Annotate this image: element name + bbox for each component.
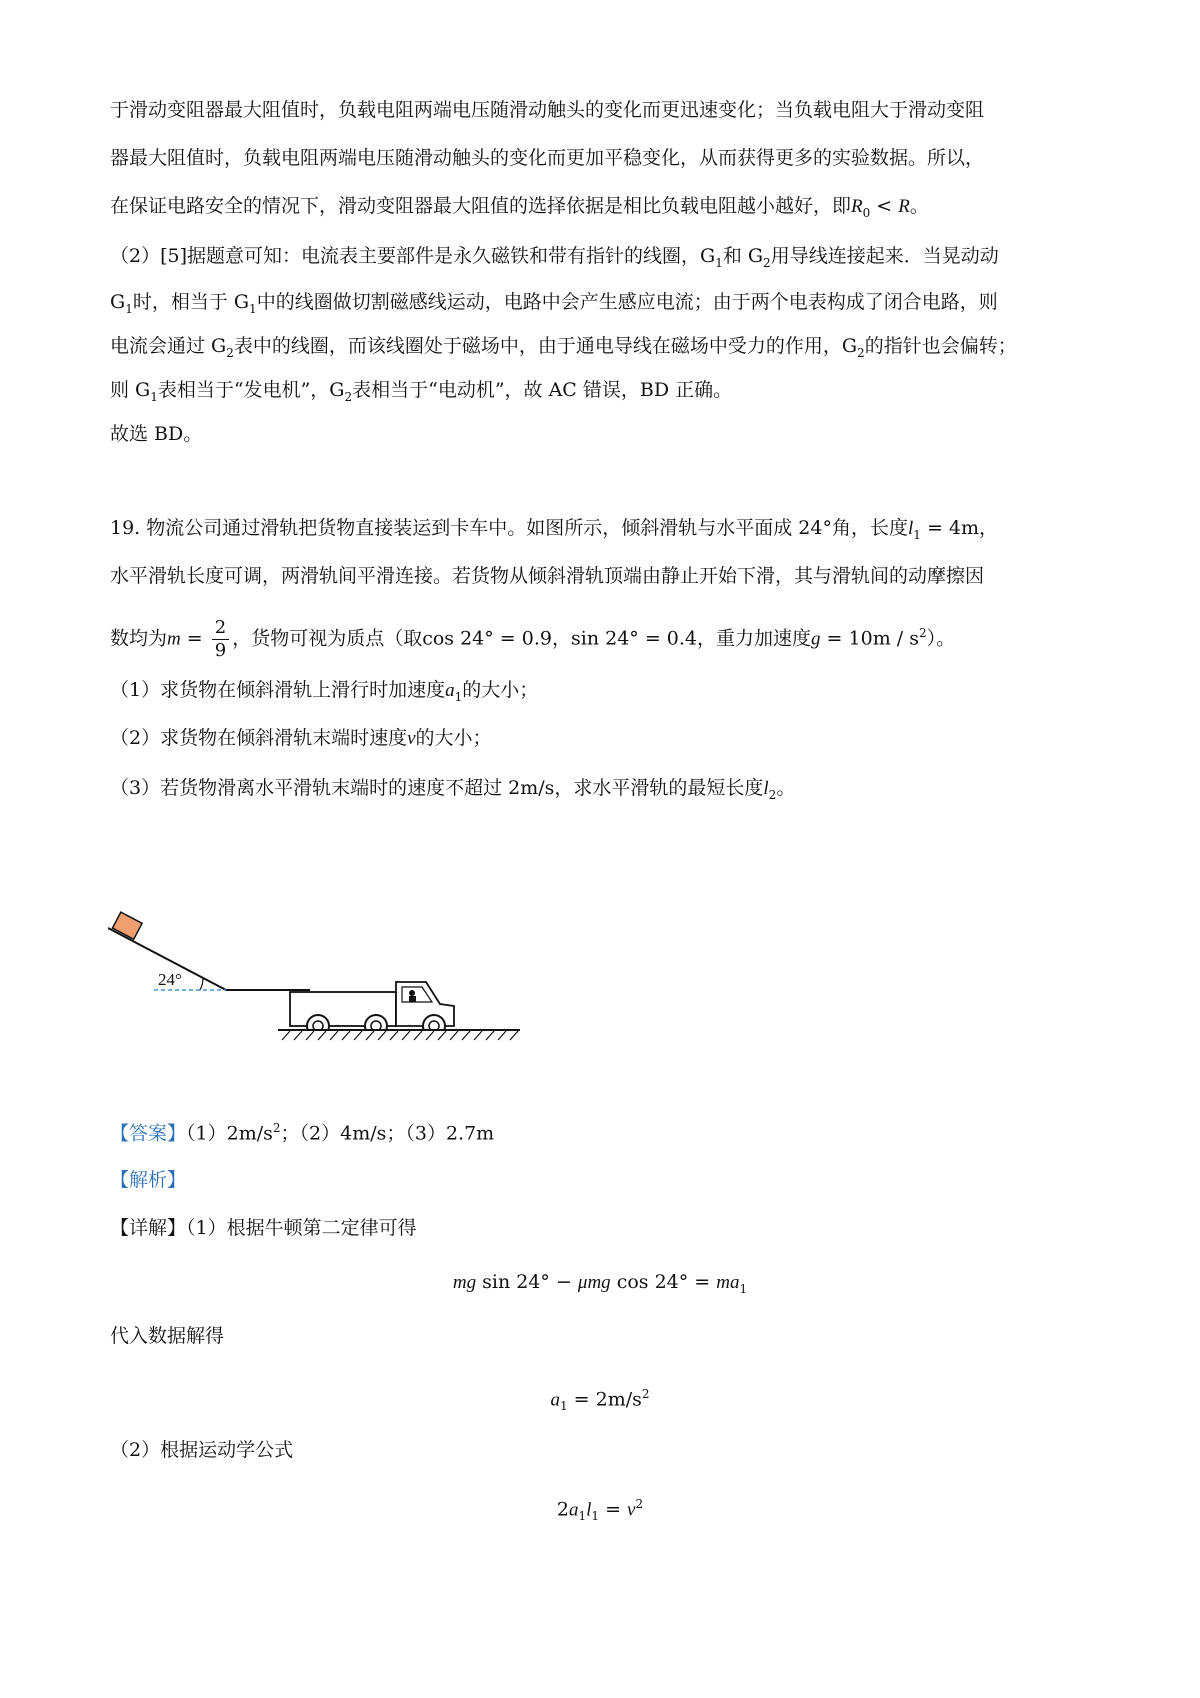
- driver: [409, 990, 415, 996]
- angle-arc: [200, 978, 203, 990]
- equation-kinematics: $2a_1l_1 = v^2$: [556, 1497, 644, 1524]
- cargo-box: [112, 912, 142, 939]
- para2-line2: $G_1$时，相当于 $G_1$中的线圈做切割磁感线运动，电路中会产生感应电流；由于两个电表构成了闭合电路，则: [110, 291, 998, 316]
- detail-line2: （2）根据运动学公式: [110, 1439, 294, 1461]
- para1-line3: 在保证电路安全的情况下，滑动变阻器最大阻值的选择依据是相比负载电阻越小越好，即$R_0 < R$。: [110, 195, 929, 220]
- para2-line3: 电流会通过 $G_2$表中的线圈，而该线圈处于磁场中，由于通电导线在磁场中受力的作用，$G_2$的指针也会偏转；: [110, 335, 1017, 360]
- para2-line4: 则 $G_1$表相当于“发电机”，$G_2$表相当于“电动机”，故 AC 错误，BD 正确。: [110, 379, 733, 404]
- incline-truck-figure: [108, 888, 528, 1030]
- detail-line1: 【详解】（1）根据牛顿第二定律可得: [110, 1217, 417, 1239]
- fraction-2-9: $\frac{2}{9}$: [212, 617, 229, 662]
- q19-sub1: （1）求货物在倾斜滑轨上滑行时加速度$a_1$的大小；: [110, 679, 539, 704]
- detail-tag: 【详解】: [110, 1217, 187, 1239]
- q19-line1: 19. 物流公司通过滑轨把货物直接装运到卡车中。如图所示，倾斜滑轨与水平面成 24°角，长度$l_1 = 4m$，: [110, 517, 999, 542]
- equation-a1: $a_1 = 2m/s^2$: [550, 1387, 650, 1414]
- q19-line2: 水平滑轨长度可调，两滑轨间平滑连接。若货物从倾斜滑轨顶端由静止开始下滑，其与滑轨间的动摩擦因: [110, 565, 985, 587]
- q19-line3: 数均为m = $\frac{2}{9}$ ，货物可视为质点（取cos 24° = 0.9，sin 24° = 0.4，重力加速度$g = 10m / s^2$）。: [110, 616, 956, 661]
- angle-label: 24°: [158, 970, 182, 989]
- answer-tag: 【答案】: [110, 1122, 187, 1145]
- para1-line1: 于滑动变阻器最大阻值时，负载电阻两端电压随滑动触头的变化而更迅速变化；当负载电阻大于滑动变阻: [110, 99, 985, 121]
- q19-sub2: （2）求货物在倾斜滑轨末端时速度v的大小；: [110, 727, 492, 749]
- para2-line1: （2）[5]据题意可知：电流表主要部件是永久磁铁和带有指针的线圈，$G_1$和 $G_2$用导线连接起来．当晃动动: [110, 245, 999, 270]
- q19-sub3: （3）若货物滑离水平滑轨末端时的速度不超过 2m/s，求水平滑轨的最短长度$l_2$。: [110, 777, 796, 802]
- ground: [278, 1028, 520, 1042]
- substitute-text: 代入数据解得: [110, 1325, 225, 1347]
- analysis-tag: 【解析】: [110, 1169, 187, 1191]
- para1-line2: 器最大阻值时，负载电阻两端电压随滑动触头的变化而更加平稳变化，从而获得更多的实验数据。所以，: [110, 147, 985, 169]
- answer-line: 【答案】$(1)2m/s^2$；（2）4m/s；（3）2.7m: [110, 1121, 495, 1145]
- para2-line5: 故选 BD。: [110, 423, 203, 445]
- equation-newton: mg sin 24° − μmg $\cos 24^\circ = ma_1$: [452, 1271, 748, 1296]
